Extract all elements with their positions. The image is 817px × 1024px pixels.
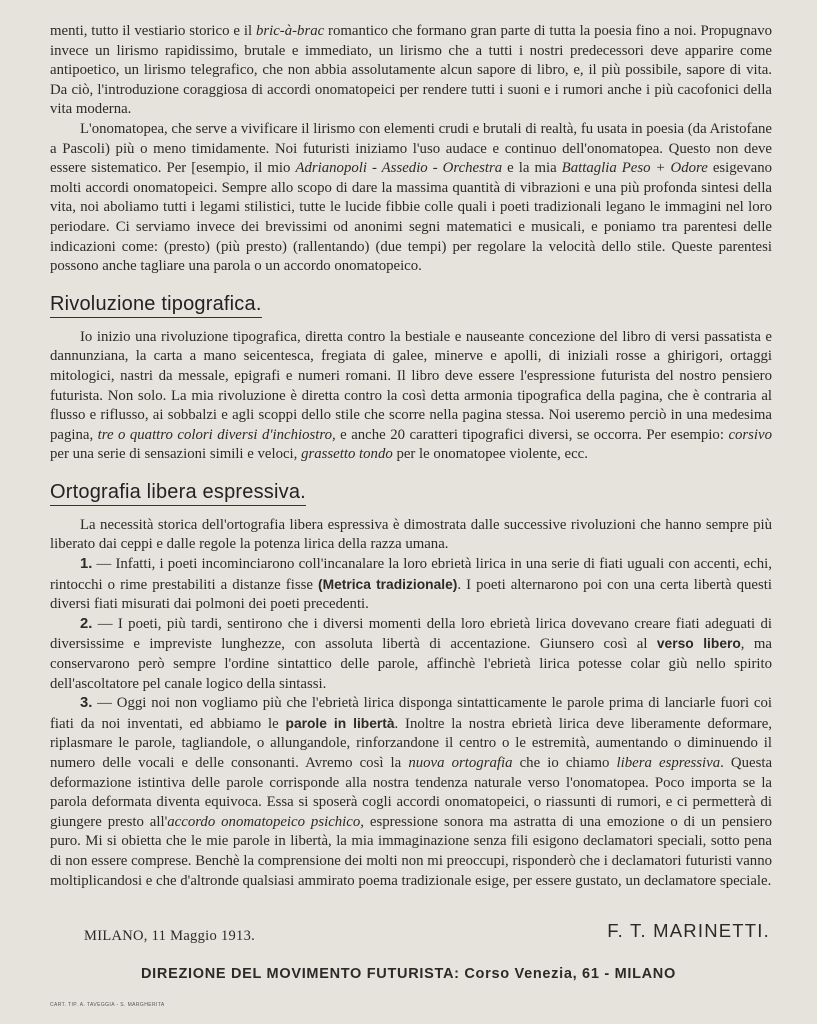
date-line: MILANO, 11 Maggio 1913. <box>84 928 256 944</box>
paragraph-point-1 <box>50 555 772 615</box>
paragraph-tipografica <box>50 328 772 465</box>
text-run: romantico che formano gran parte di tutta la poesia fino a noi. Propugnavo invece un lirismo rapidissimo, brutale e immediato, un lirismo che a tutti i nostri predecessori deve apparire come antipoetico, un lirismo telegrafico, che non abbia assolutamente alcun sapore di libro, e, il più possibile, sapore di vita. Da ciò, l'introduzione coraggiosa di accordi onomatopeici per rendere tutti i suoni e i rumori anche i più cacofonici della vita moderna. <box>50 23 772 118</box>
heading-rivoluzione-tipografica: Rivoluzione tipografica. <box>50 293 262 318</box>
text-run: — Infatti, i poeti incominciarono coll'incanalare la loro ebrietà lirica in una serie di fiati uguali con accenti, echi, rintocchi o rime prestabiliti a distanze fisse <box>50 556 772 593</box>
text-run: L'onomatopea, che serve a vivificare il lirismo con elementi crudi e brutali di realtà, fu usata in poesia (da Aristofane a Pascoli) più o meno timidamente. Noi futuristi iniziamo l'uso audace e continuo dell'onomatopea. Questo non deve essere sistematico. Per [esempio, il mio <box>50 120 772 177</box>
italic-run: tre o quattro colori diversi d'inchiostro, <box>97 426 336 443</box>
italic-run: corsivo <box>728 426 772 443</box>
paragraph-point-2 <box>50 615 772 694</box>
author-signature: F. T. MARINETTI. <box>607 920 770 941</box>
text-run: che io chiamo <box>512 755 617 771</box>
text-run: , ma conservarono però sempre l'ordine sintattico delle parole, affinchè l'ebrietà lirica potesse colar giù nello spirito dell'ascoltatore pel canale logico della sintassi. <box>50 636 772 692</box>
text-run: esigevano molti accordi onomatopeici. Sempre allo scopo di dare la massima quantità di vibrazioni e una più profonda sintesi della vita, noi aboliamo tutti i legami stilistici, tutte le lucide fibbie colle quali i poeti tradizionali legano le immagini nel loro periodare. Ci serviamo invece dei brevissimi od anonimi segni matematici e musicali, e poniamo tra parentesi delle indicazioni come: (presto) (più presto) (rallentando) (due tempi) per regolare la velocità dello stile. Queste parentesi possono anche tagliare una parola o un accordo onomatopeico. <box>50 160 773 275</box>
heading-ortografia-libera: Ortografia libera espressiva. <box>50 481 306 506</box>
paragraph-point-3 <box>50 694 772 891</box>
manifesto-page <box>50 22 773 944</box>
text-run: — Oggi noi non vogliamo più che l'ebrietà lirica disponga sintatticamente le parole prima di lanciarle fuori coi fiati da noi inventati, ed abbiamo le <box>50 695 772 732</box>
italic-run: nuova ortografia <box>408 755 513 771</box>
text-run: . Inoltre la nostra ebrietà lirica deve liberamente deformare, riplasmare le parole, tagliandole, o allungandole, rinforzandone il centro o le estremità, aumentando o diminuendo il numero delle vocali e delle consonanti. Avremo così la <box>50 715 772 771</box>
point-number: 1. <box>80 556 93 573</box>
paragraph-onomatopea <box>50 120 772 277</box>
italic-run: Adrianopoli - Assedio - Orchestra <box>295 160 503 177</box>
heading-wrap <box>50 293 772 318</box>
text-run: — I poeti, più tardi, sentirono che i diversi momenti della loro ebrietà lirica dovevano creare fiati adeguati di diversissime e impreviste lunghezze, con assoluta libertà di accentazione. Giunsero così al <box>50 615 772 653</box>
text-run: . Questa deformazione istintiva delle parole corrisponde alla nostra tendenza naturale verso l'onomatopea. Poco importa se la parola deformata diventa equivoca. Essa si sposerà cogli accordi onomatopeici, o riassunti di rumori, e ci permetterà di giungere presto all' <box>50 755 773 830</box>
text-run: e anche 20 caratteri tipografici diversi, se occorra. Per esempio: <box>335 426 729 443</box>
italic-run: accordo onomatopeico psichico, <box>167 813 364 830</box>
point-number: 2. <box>80 615 93 632</box>
italic-run: grassetto tondo <box>301 446 393 463</box>
publisher-footer: DIREZIONE DEL MOVIMENTO FUTURISTA: Corso Venezia, 61 - MILANO <box>141 966 676 982</box>
italic-run: bric-à-brac <box>255 23 325 39</box>
bold-run: (Metrica tradizionale) <box>317 576 458 592</box>
text-run: per una serie di sensazioni simili e veloci, <box>50 446 302 463</box>
printer-credit: CART. TIP. A. TAVEGGIA - S. MARGHERITA <box>50 1002 165 1008</box>
text-run: per le onomatopee violente, ecc. <box>392 446 588 463</box>
heading-wrap <box>50 481 772 506</box>
italic-run: Battaglia Peso + Odore <box>561 160 708 177</box>
text-run: espressione sonora ma astratta di una emozione o di un pensiero puro. Mi si obietta che le mie parole in libertà, la mia immaginazione senza fili esigono declamatori speciali, sotto pena di non essere comprese. Benchè la comprensione dei molti non mi preoccupi, risponderò che i declamatori futuristi vanno moltiplicandosi e che d'altronde qualsiasi ammirato poema tradizionale esige, per essere gustato, un declamatore speciale. <box>50 813 772 889</box>
paragraph-lirismo <box>50 22 772 120</box>
text-run: Io inizio una rivoluzione tipografica, diretta contro la bestiale e nauseante concezione del libro di versi passatista e dannunziana, la carta a mano seicentesca, fregiata di galee, minerve e apolli, di iniziali rosse a ghirigori, ortaggi mitologici, nastri da messale, epigrafi e numeri romani. Il libro deve essere l'espressione futurista del nostro pensiero futurista. Non solo. La mia rivoluzione è diretta contro la così detta armonia tipografica della pagina, che è contraria al flusso e riflusso, ai sobbalzi e agli scoppi dello stile che scorre nella pagina stessa. Noi useremo perciò in una medesima pagina, <box>50 328 772 443</box>
bold-run: parole in libertà <box>285 715 395 731</box>
italic-run: libera espressiva <box>616 755 721 771</box>
text-run: e la mia <box>502 160 562 177</box>
point-number: 3. <box>80 695 93 712</box>
text-run: . I poeti alternarono poi con una certa libertà questi diversi fiati misurati dai polmoni dei poeti precedenti. <box>50 576 772 613</box>
text-run: menti, tutto il vestiario storico e il <box>50 23 256 39</box>
paragraph-necessita: La necessità storica dell'ortografia libera espressiva è dimostrata dalle successive rivoluzioni che hanno sempre più liberato dai ceppi e dalle regole la potenza lirica della razza umana. <box>50 516 772 553</box>
bold-run: verso libero <box>656 636 741 652</box>
